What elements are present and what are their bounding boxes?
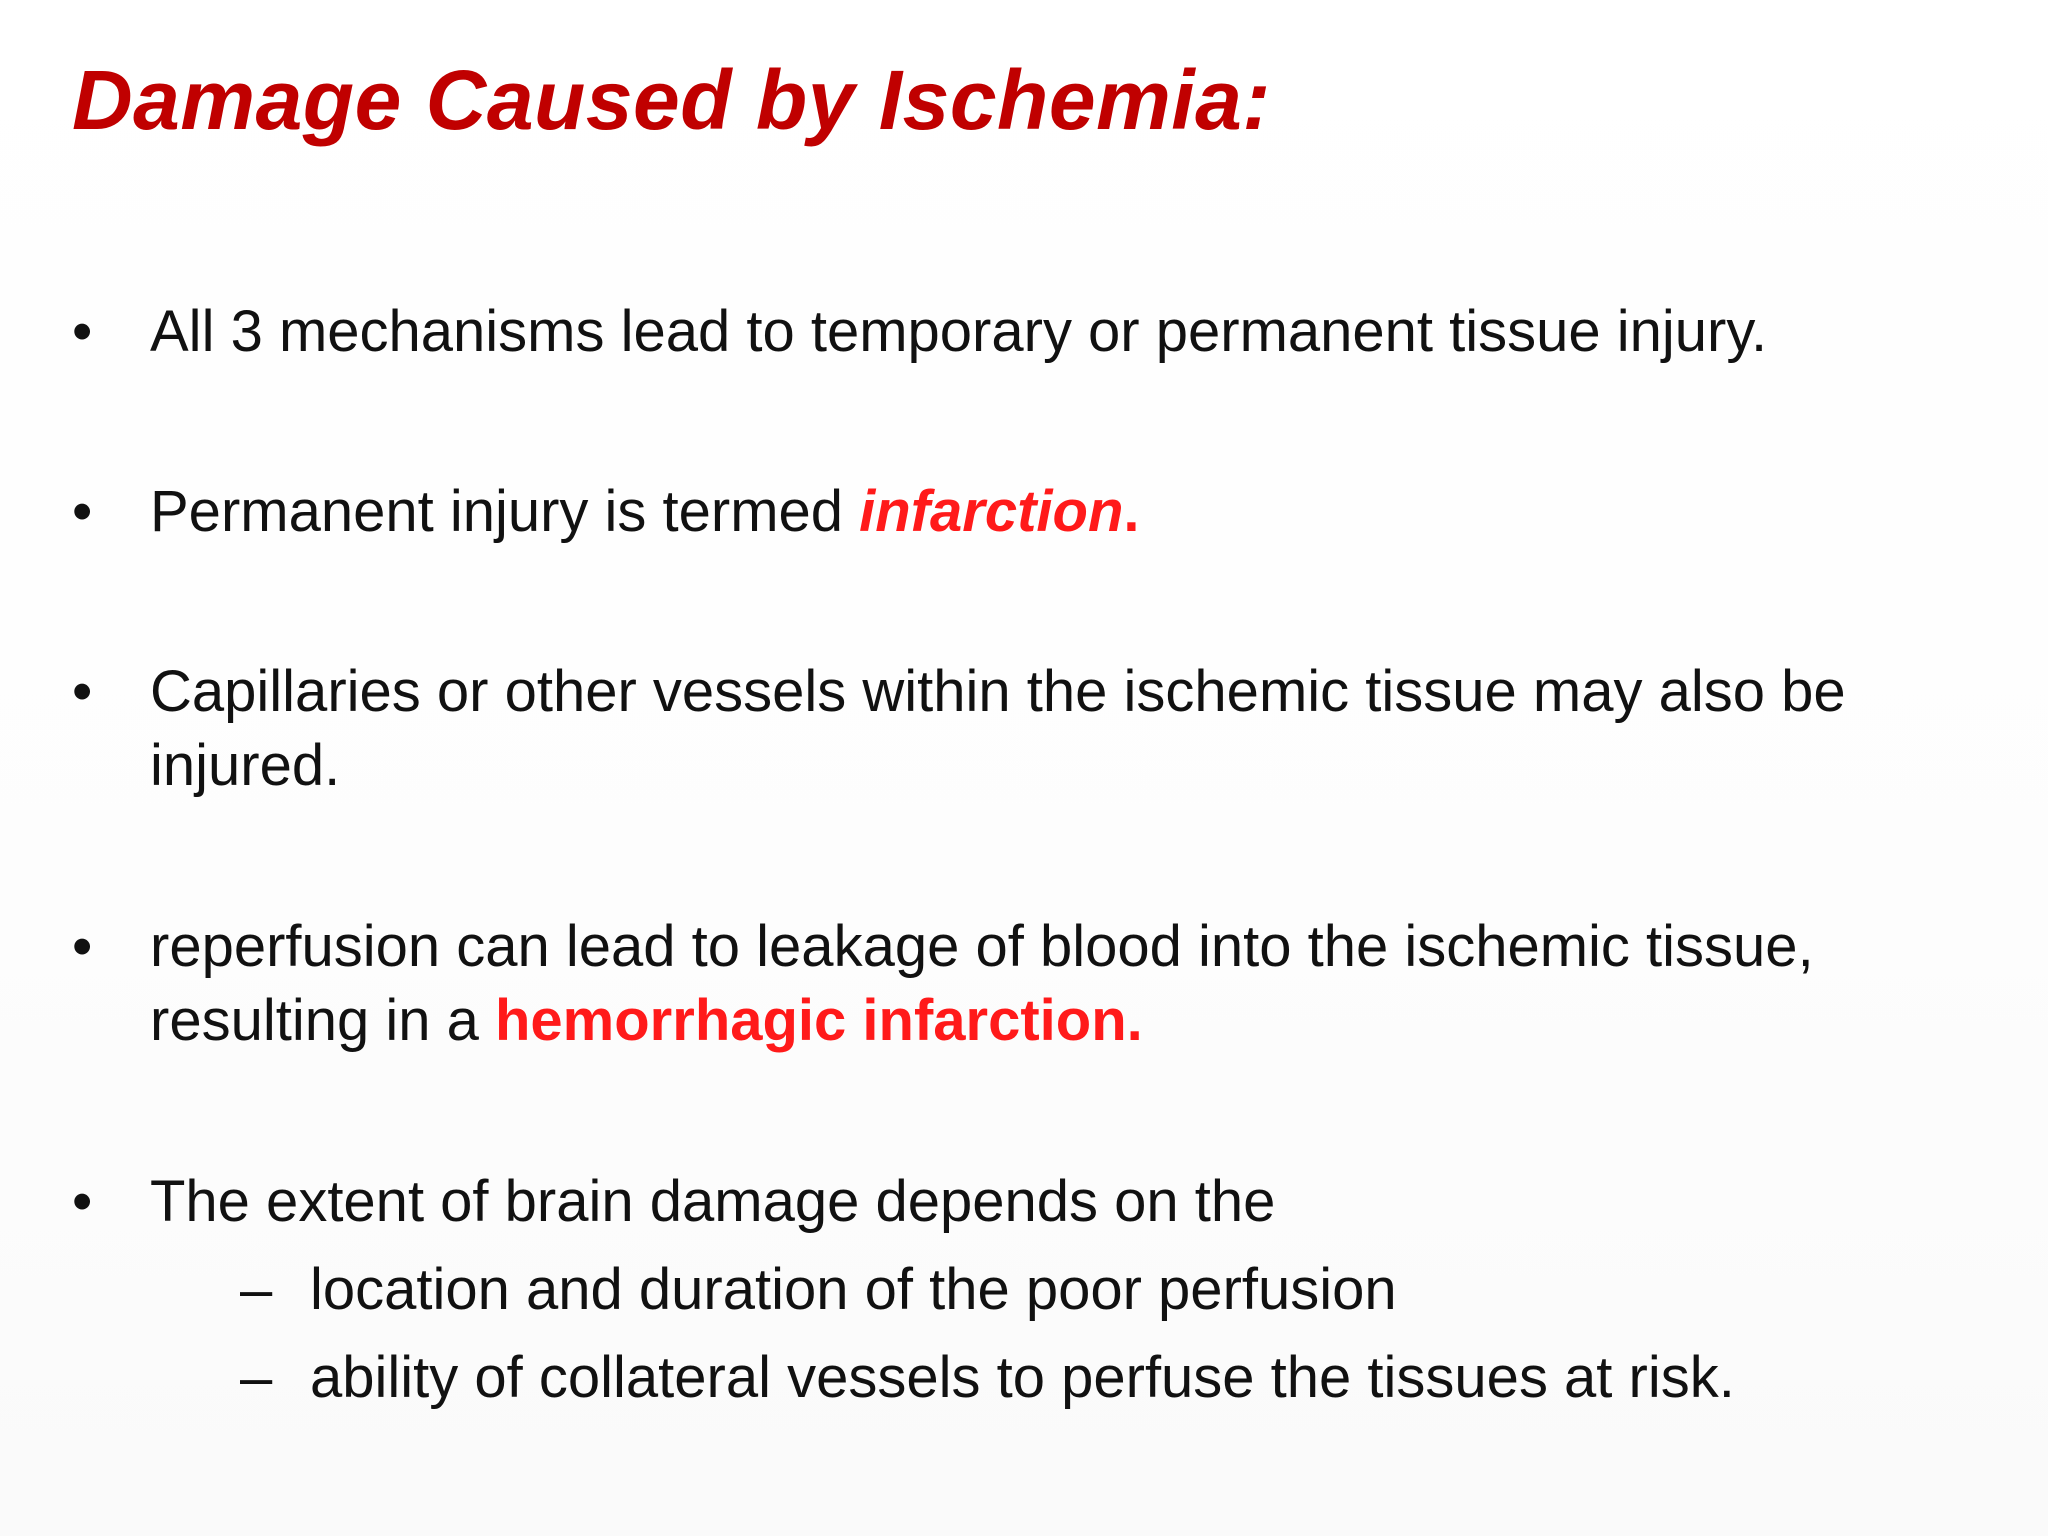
highlight-punctuation: . <box>1123 479 1140 544</box>
bullet-text: The extent of brain damage depends on the <box>150 1169 1276 1234</box>
sub-bullet-item <box>240 1253 2012 1327</box>
bullet-text: Capillaries or other vessels within the ischemic tissue may also be injured. <box>150 659 1846 798</box>
bullet-dot: • <box>72 659 93 724</box>
bullet-item <box>72 910 2012 1058</box>
bullet-text: Permanent injury is termed <box>150 479 860 544</box>
sub-bullet-text: location and duration of the poor perfusion <box>310 1257 1397 1322</box>
bullet-dot: • <box>72 299 93 364</box>
bullet-text-with-highlight <box>150 475 2012 549</box>
bullet-dot: • <box>72 1169 93 1234</box>
bullet-dot: • <box>72 914 93 979</box>
sub-bullet-item <box>240 1341 2012 1415</box>
sub-bullet-dash: – <box>240 1345 273 1410</box>
slide-title: Damage Caused by Ischemia: <box>72 53 1271 147</box>
bullet-item <box>72 655 2012 803</box>
bullet-content <box>150 1165 2012 1415</box>
sub-bullet-dash: – <box>240 1257 273 1322</box>
bullet-text: All 3 mechanisms lead to temporary or permanent tissue injury. <box>150 299 1768 364</box>
bullet-dot: • <box>72 479 93 544</box>
highlight-term: infarction <box>859 479 1124 544</box>
highlight-term: hemorrhagic infarction. <box>494 988 1143 1053</box>
sub-bullet-text: ability of collateral vessels to perfuse the tissues at risk. <box>310 1345 1735 1410</box>
bullet-item <box>72 295 2012 369</box>
bullet-item <box>72 475 2012 549</box>
bullet-item <box>72 1165 2012 1415</box>
bullet-text: reperfusion can lead to leakage of blood into the ischemic tissue, resulting in a <box>150 914 1814 1053</box>
bullet-text-with-highlight <box>150 910 2012 1058</box>
